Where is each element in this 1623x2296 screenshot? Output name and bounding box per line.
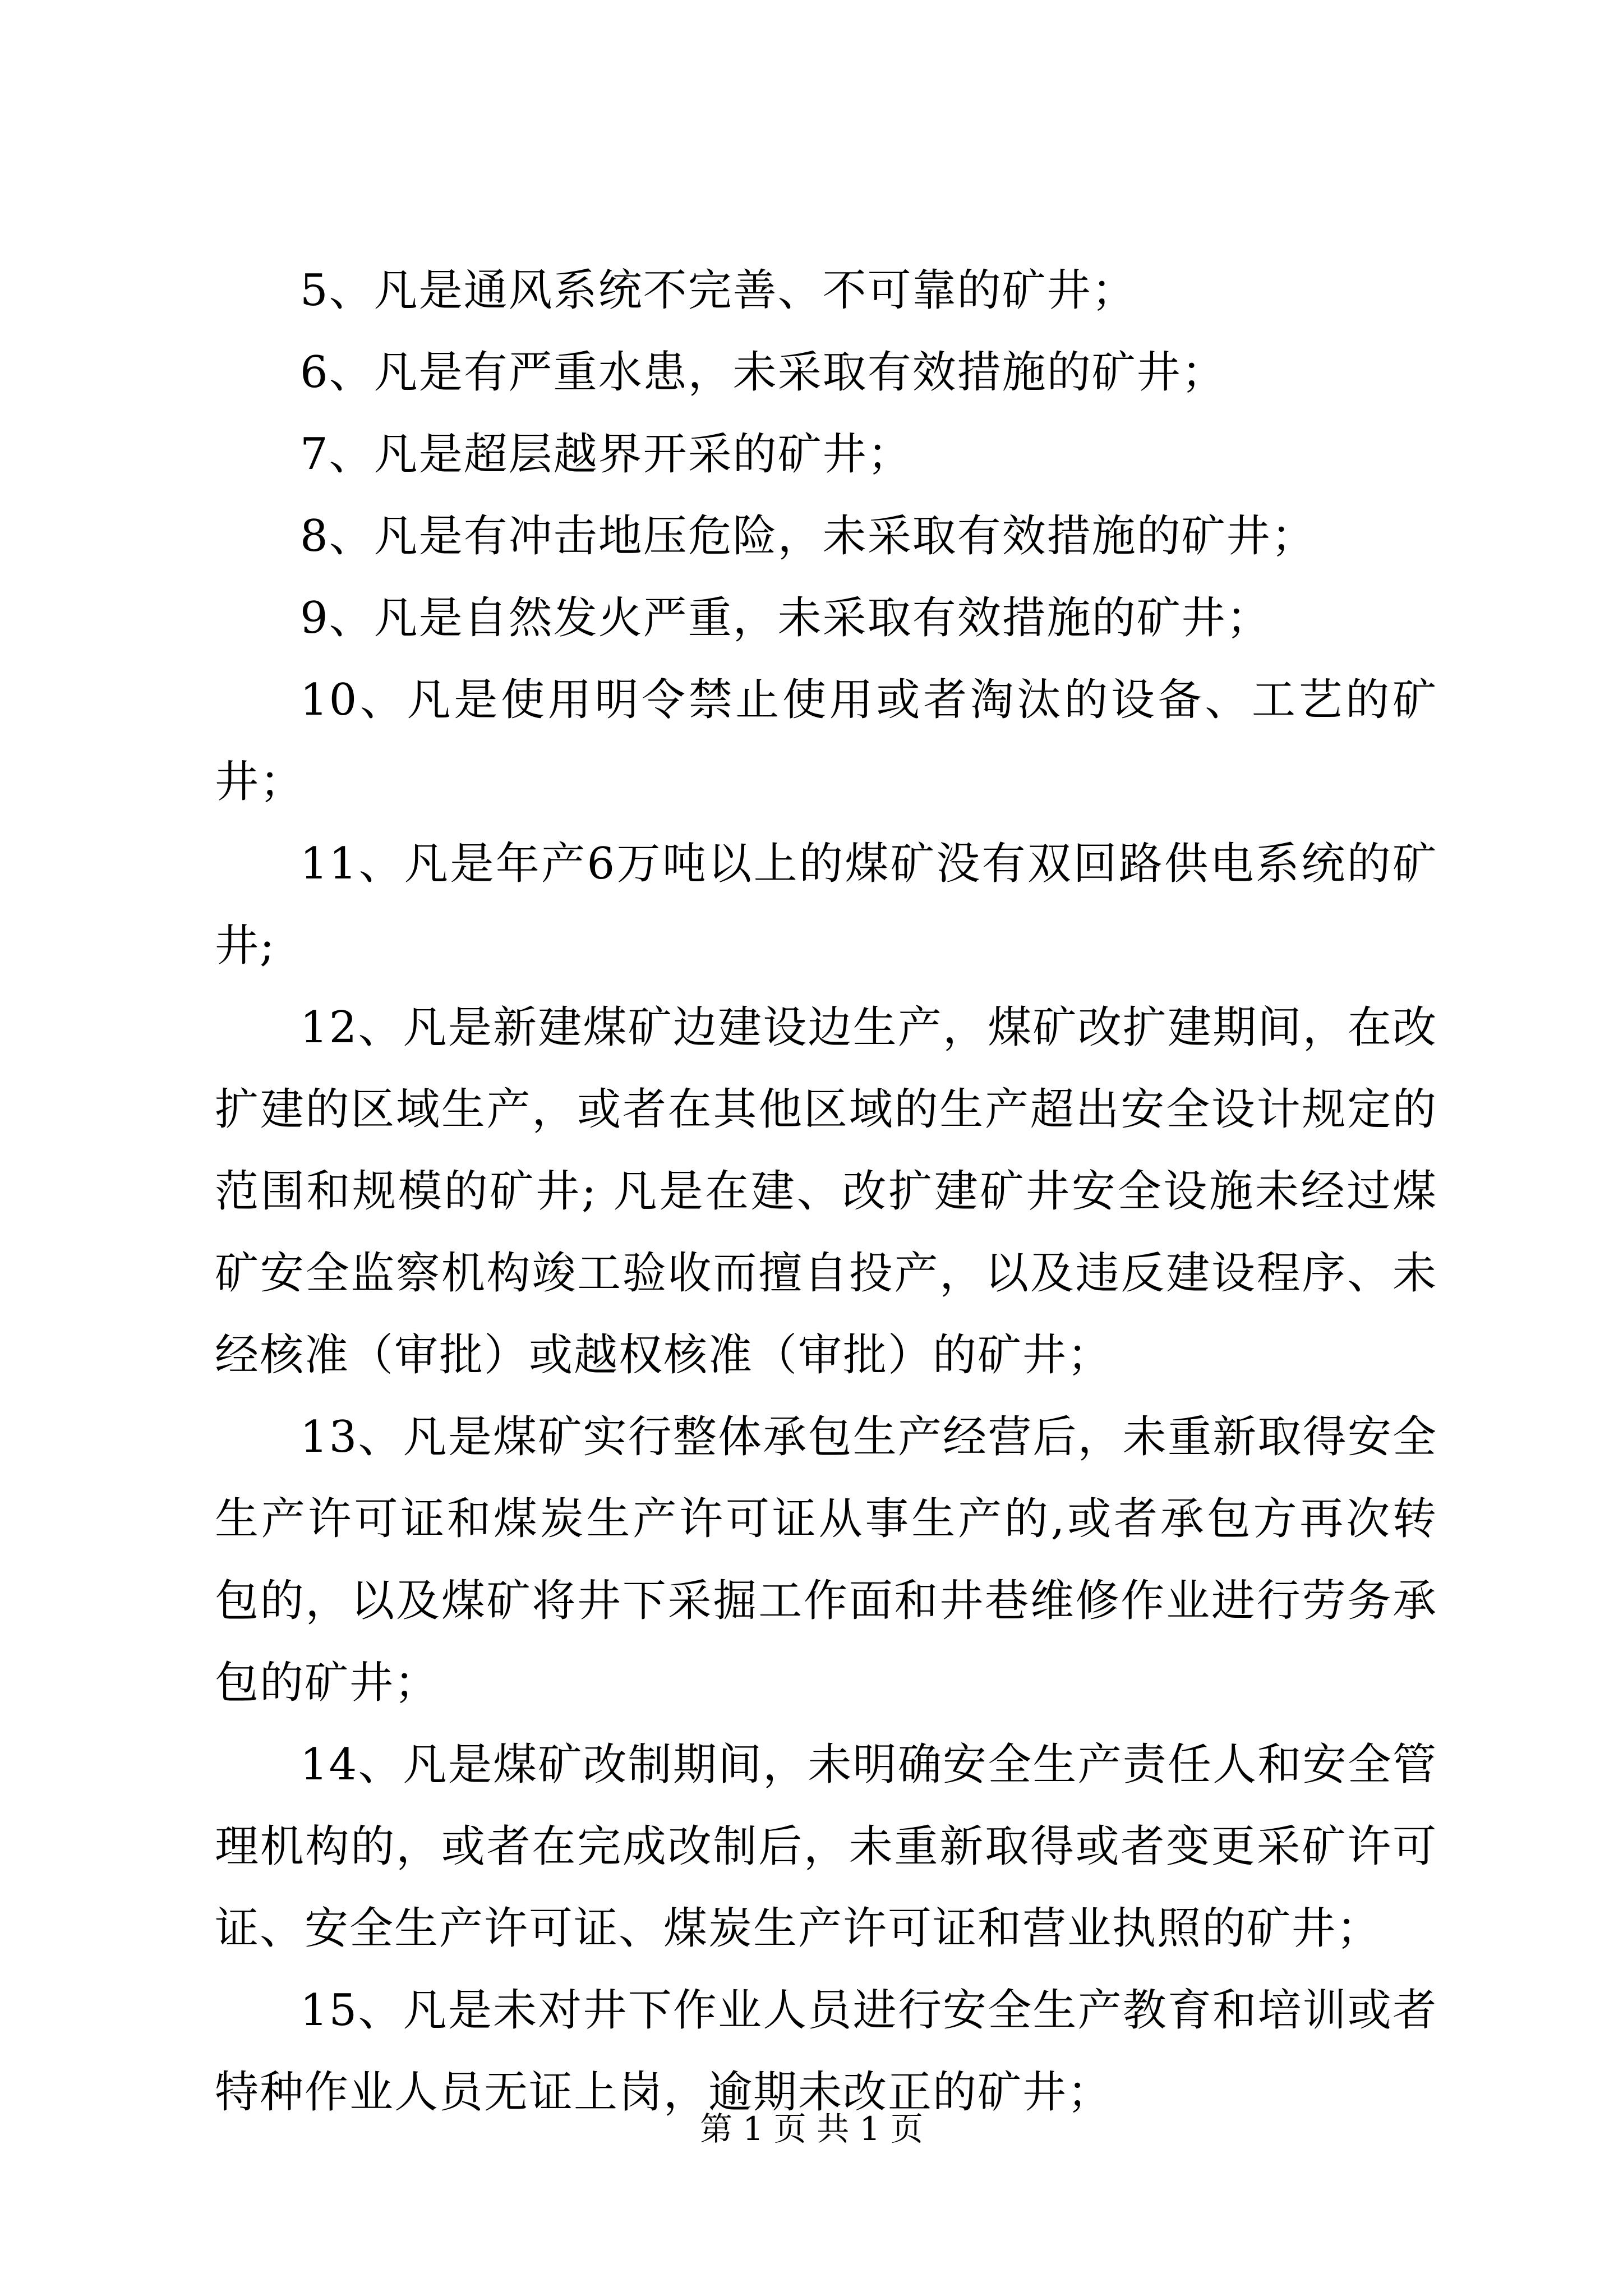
paragraph-item-6: 6、凡是有严重水患，未采取有效措施的矿井； xyxy=(300,347,1227,398)
paragraph-item-5: 5、凡是通风系统不完善、不可靠的矿井； xyxy=(300,265,1137,316)
page-footer xyxy=(0,2106,1623,2151)
paragraph-item-13: 13、凡是煤矿实行整体承包生产经营后，未重新取得安全生产许可证和煤炭生产许可证从事生产的,或者承包方再次转包的，以及煤矿将井下采掘工作面和井巷维修作业进行劳务承包的矿井； xyxy=(215,1412,1437,1708)
document-body xyxy=(215,250,1437,2133)
paragraph-item-11: 11、凡是年产6万吨以上的煤矿没有双回路供电系统的矿井; xyxy=(215,839,1437,971)
paragraph-item-9: 9、凡是自然发火严重，未采取有效措施的矿井； xyxy=(300,593,1271,643)
paragraph-item-15: 15、凡是未对井下作业人员进行安全生产教育和培训或者特种作业人员无证上岗，逾期未改正的矿井； xyxy=(215,1985,1437,2118)
page-number-label: 第 1 页 共 1 页 xyxy=(700,2110,923,2148)
paragraph-item-10: 10、凡是使用明令禁止使用或者淘汰的设备、工艺的矿井； xyxy=(215,675,1437,807)
paragraph-item-12: 12、凡是新建煤矿边建设边生产，煤矿改扩建期间，在改扩建的区域生产，或者在其他区域的生产超出安全设计规定的范围和规模的矿井; 凡是在建、改扩建矿井安全设施未经过煤矿安全监察机构竣工验收而擅自投产，以及违反建设程序、未经核准（审批）或越权核准（审批）的矿井； xyxy=(215,1002,1437,1381)
paragraph-item-7: 7、凡是超层越界开采的矿井； xyxy=(300,429,912,480)
paragraph-item-8: 8、凡是有冲击地压危险，未采取有效措施的矿井； xyxy=(300,511,1316,562)
paragraph-item-14: 14、凡是煤矿改制期间，未明确安全生产责任人和安全管理机构的，或者在完成改制后，未重新取得或者变更采矿许可证、安全生产许可证、煤炭生产许可证和营业执照的矿井； xyxy=(215,1740,1437,1954)
